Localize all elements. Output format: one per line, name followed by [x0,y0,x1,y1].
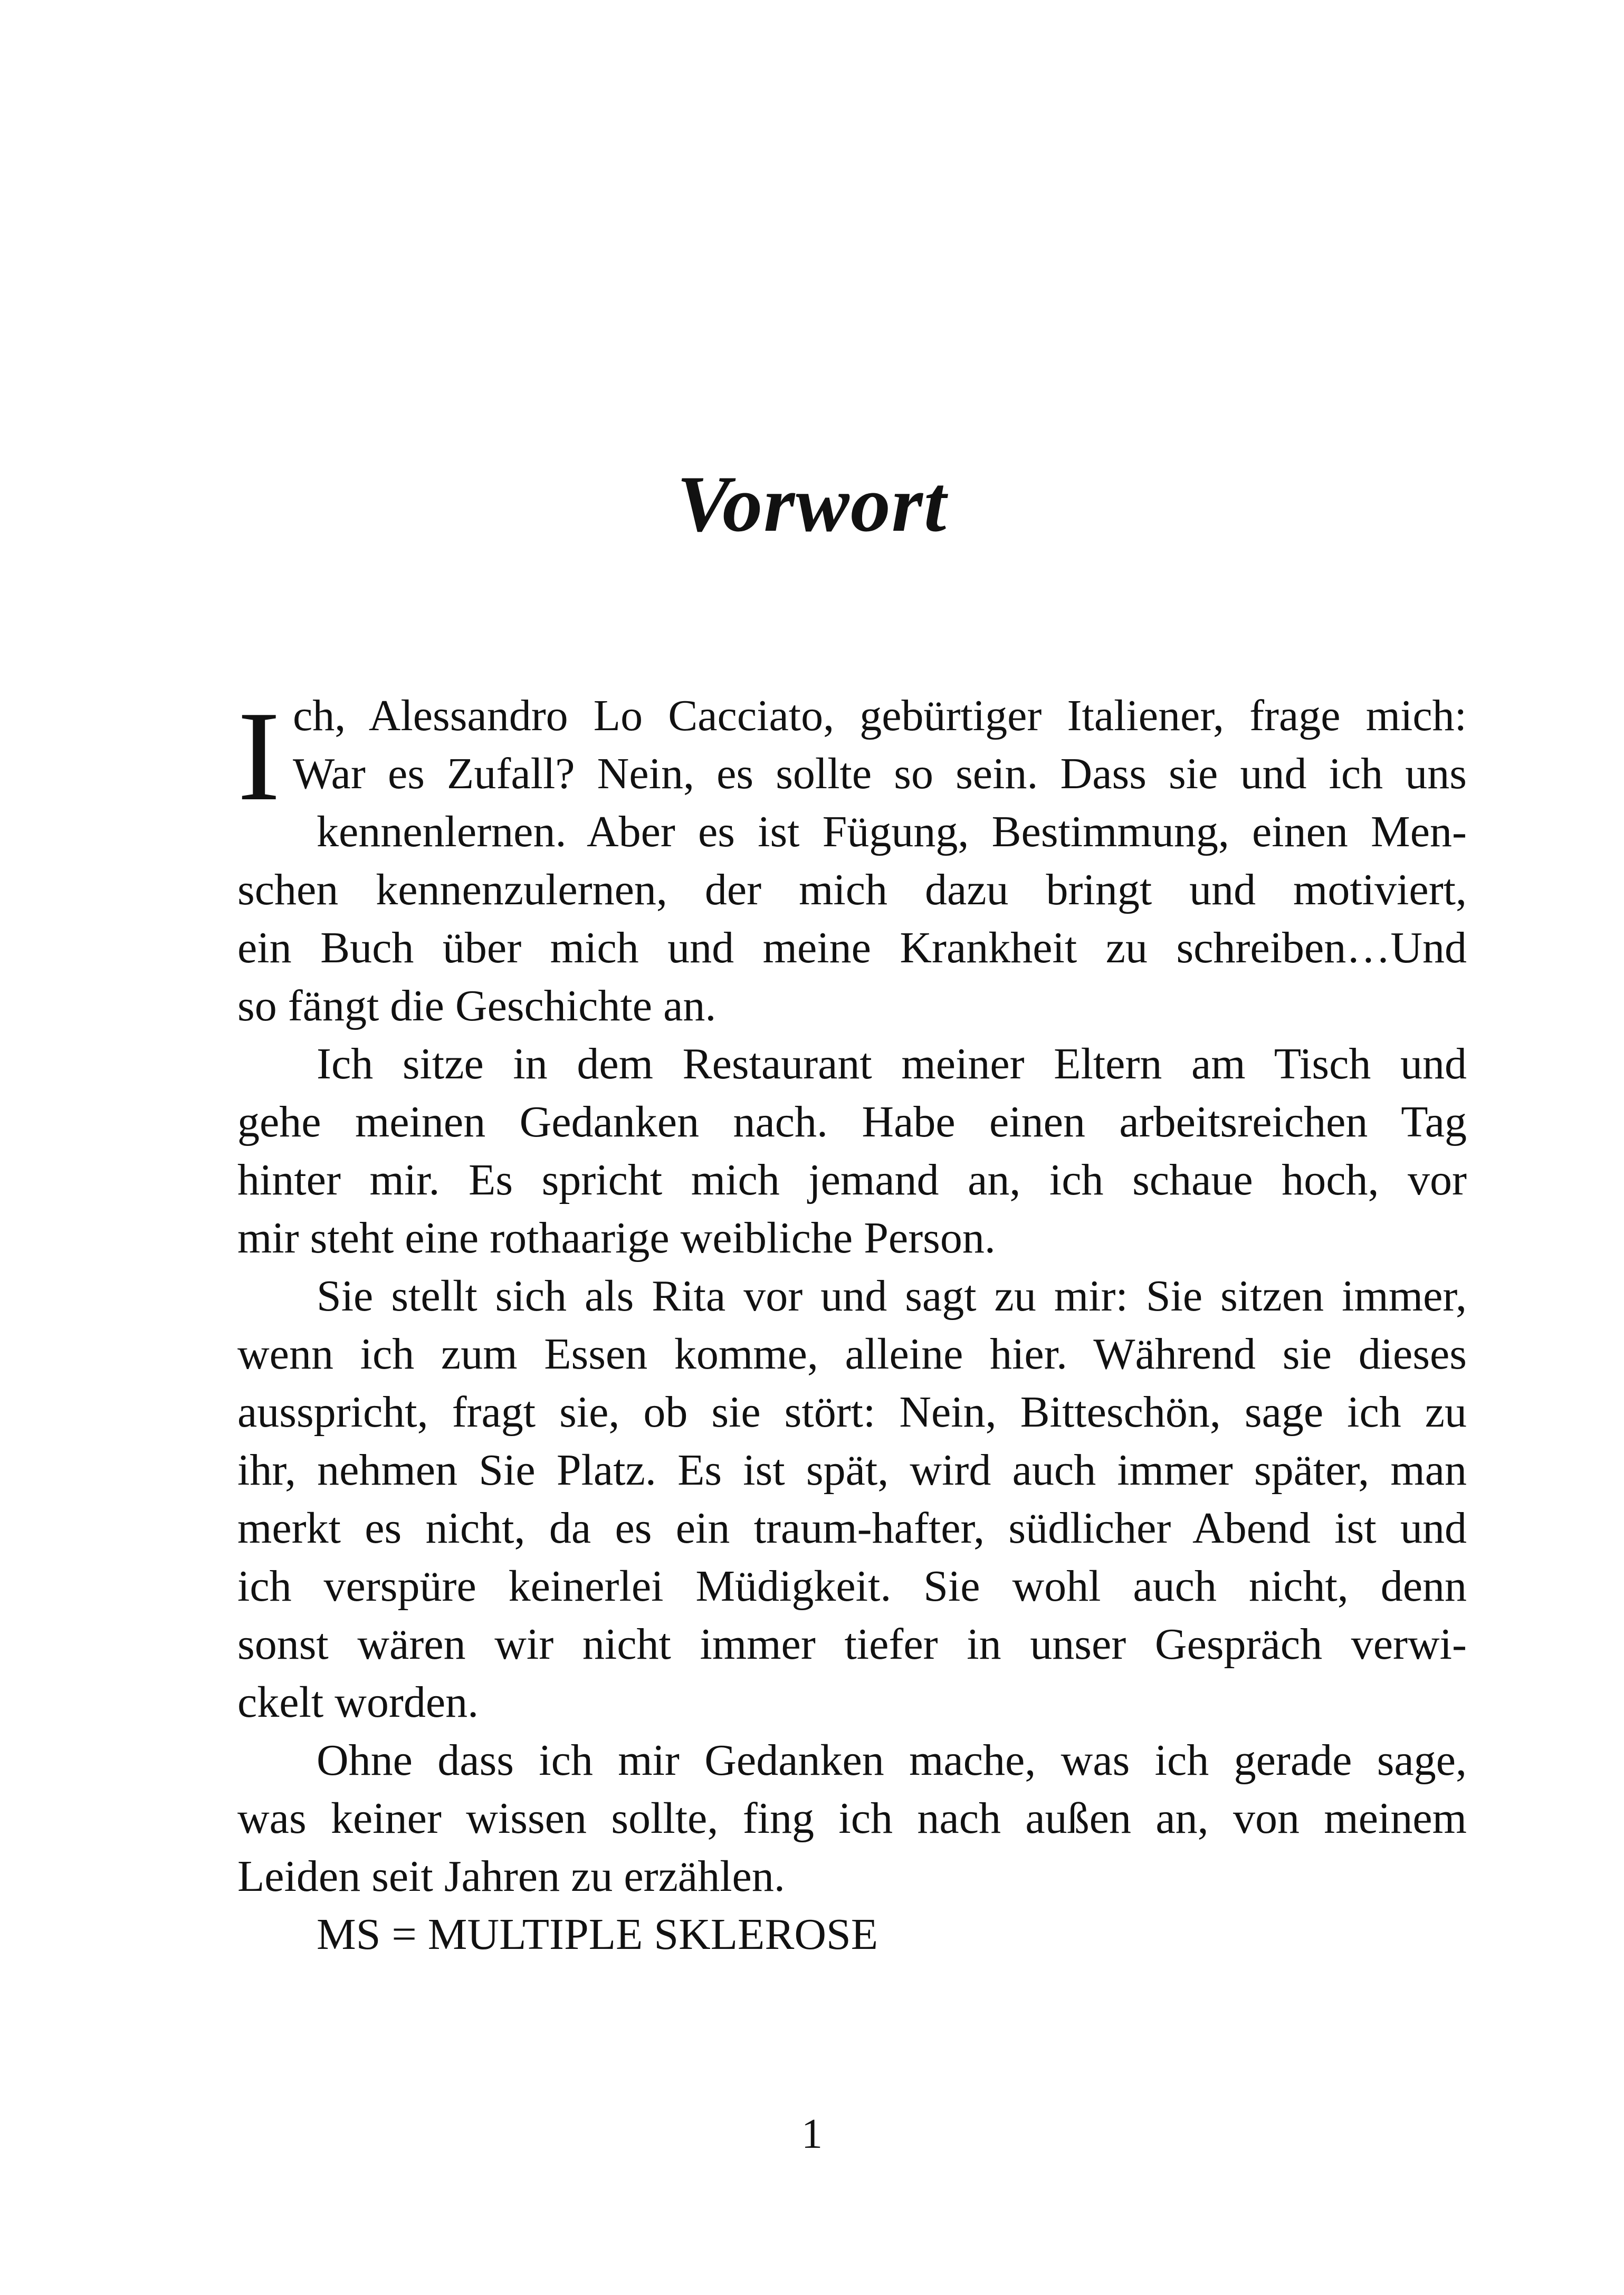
text-line: wenn ich zum Essen komme, alleine hier. Während sie dieses [237,1330,1467,1379]
text-line: Ich sitze in dem Restaurant meiner Eltern am Tisch und [317,1039,1467,1088]
text-line: merkt es nicht, da es ein traum-hafter, südlicher Abend ist und [237,1504,1467,1553]
drop-cap: I [237,685,281,827]
page-title: Vorwort [676,460,948,548]
text-line: ausspricht, fragt sie, ob sie stört: Nein, Bitteschön, sage ich zu [237,1388,1467,1437]
text-line: Sie stellt sich als Rita vor und sagt zu mir: Sie sitzen immer, [317,1271,1467,1321]
body-text [237,687,1467,1964]
text-line: schen kennenzulernen, der mich dazu bringt und motiviert, [237,865,1467,914]
text-line: ckelt worden. [237,1678,479,1727]
text-line: MS = MULTIPLE SKLEROSE [317,1910,878,1959]
text-line: was keiner wissen sollte, fing ich nach außen an, von meinem [237,1794,1467,1843]
text-line: hinter mir. Es spricht mich jemand an, ich schaue hoch, vor [237,1155,1467,1204]
text-line: ich verspüre keinerlei Müdigkeit. Sie wohl auch nicht, denn [237,1562,1467,1611]
text-line: gehe meinen Gedanken nach. Habe einen arbeitsreichen Tag [237,1097,1467,1146]
text-line: War es Zufall? Nein, es sollte so sein. Dass sie und ich uns [293,749,1467,798]
page-number: 1 [801,2111,823,2157]
text-line: kennenlernen. Aber es ist Fügung, Bestimmung, einen Men- [317,807,1467,856]
text-line: sonst wären wir nicht immer tiefer in unser Gespräch verwi- [237,1620,1467,1669]
text-line: so fängt die Geschichte an. [237,981,717,1030]
text-line: mir steht eine rothaarige weibliche Person. [237,1213,996,1263]
text-line: ein Buch über mich und meine Krankheit zu schreiben…Und [237,923,1467,972]
text-line: Leiden seit Jahren zu erzählen. [237,1852,785,1901]
text-line: Ohne dass ich mir Gedanken mache, was ich gerade sage, [317,1736,1467,1785]
text-line: ihr, nehmen Sie Platz. Es ist spät, wird auch immer später, man [237,1446,1467,1495]
text-line: ch, Alessandro Lo Cacciato, gebürtiger Italiener, frage mich: [293,691,1467,740]
